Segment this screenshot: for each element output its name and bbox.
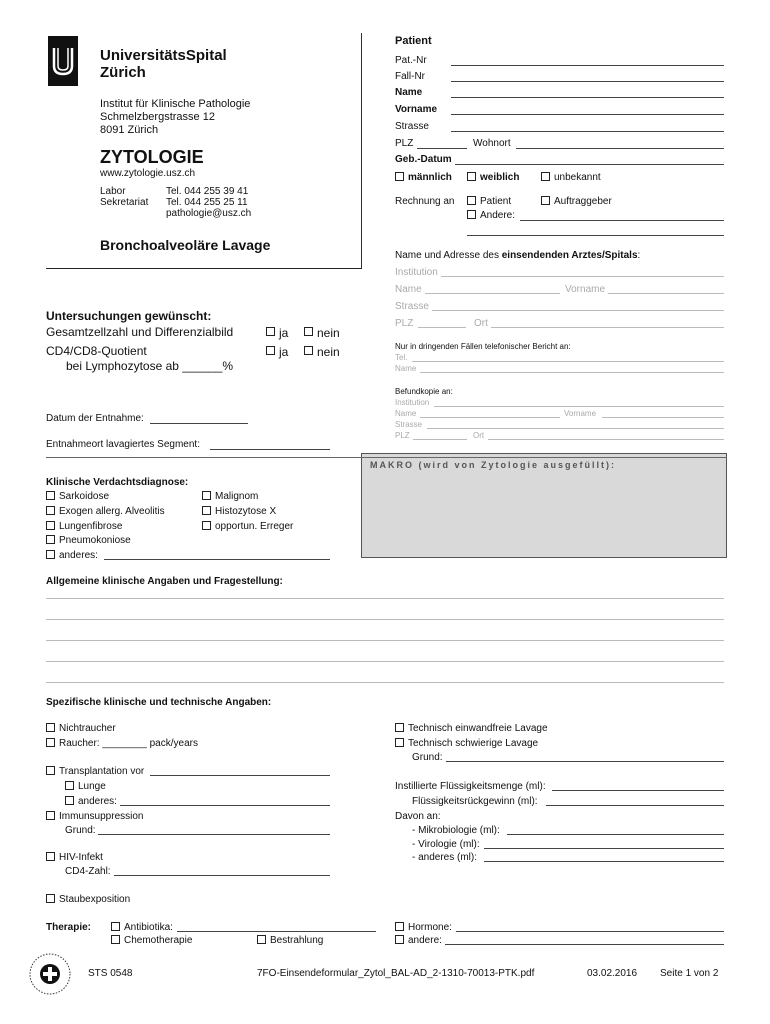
sender-strasse-label: Strasse	[395, 301, 429, 312]
email: pathologie@usz.ch	[166, 208, 252, 219]
checkbox-icon[interactable]	[202, 521, 211, 530]
exam-row-1: Gesamtzellzahl und Differenzialbild	[46, 325, 234, 339]
general-line-4[interactable]	[46, 661, 724, 662]
geb-datum-field[interactable]	[455, 164, 724, 165]
datum-label: Datum der Entnahme:	[46, 413, 144, 424]
plz-label: PLZ	[395, 138, 414, 149]
lunge-option[interactable]: Lunge	[65, 781, 106, 792]
instilled-label: Instillierte Flüssigkeitsmenge (ml):	[395, 781, 546, 792]
checkbox-icon[interactable]	[202, 491, 211, 500]
patient-heading: Patient	[395, 35, 432, 47]
entnahmeort-field[interactable]	[210, 449, 330, 450]
institute-city: 8091 Zürich	[100, 124, 159, 136]
labor-label: Labor	[100, 186, 126, 197]
sex-unknown-option[interactable]: unbekannt	[541, 172, 601, 183]
checkbox-icon[interactable]	[467, 172, 476, 181]
copy-ort-label: Ort	[473, 431, 485, 440]
sender-ort-field[interactable]	[491, 327, 724, 328]
institute-street: Schmelzbergstrasse 12	[100, 111, 215, 123]
tech-grund-label: Grund:	[412, 752, 443, 763]
exams-heading: Untersuchungen gewünscht:	[46, 309, 212, 323]
checkbox-icon[interactable]	[65, 781, 74, 790]
antibiotika-field[interactable]	[177, 931, 376, 932]
checkbox-icon[interactable]	[304, 346, 313, 355]
copy-ort-field[interactable]	[488, 439, 724, 440]
checkbox-icon[interactable]	[111, 935, 120, 944]
viro-label: - Virologie (ml):	[412, 839, 480, 850]
copy-plz-label: PLZ	[395, 431, 410, 440]
checkbox-icon[interactable]	[467, 196, 476, 205]
copy-plz-field[interactable]	[413, 439, 467, 440]
tech-hard-option[interactable]: Technisch schwierige Lavage	[395, 738, 538, 749]
checkbox-icon[interactable]	[395, 172, 404, 181]
sender-ort-label: Ort	[474, 318, 488, 329]
general-line-3[interactable]	[46, 640, 724, 641]
general-line-5[interactable]	[46, 682, 724, 683]
exam-row-3: bei Lymphozytose ab ______%	[66, 359, 234, 373]
sender-institution-label: Institution	[395, 267, 438, 278]
mikro-label: - Mikrobiologie (ml):	[412, 825, 500, 836]
strasse-label: Strasse	[395, 121, 429, 132]
plz-field[interactable]	[417, 148, 467, 149]
entnahmeort-label: Entnahmeort lavagiertes Segment:	[46, 439, 200, 450]
section-divider	[46, 457, 727, 458]
recovered-field[interactable]	[546, 805, 724, 806]
diag-anderes-field[interactable]	[104, 559, 330, 560]
hormone-field[interactable]	[456, 931, 724, 932]
diag-anderes[interactable]: anderes:	[46, 550, 98, 561]
rechnung-label: Rechnung an	[395, 196, 455, 207]
form-title: Bronchoalveoläre Lavage	[100, 237, 271, 253]
general-line-1[interactable]	[46, 598, 724, 599]
diagnosis-heading: Klinische Verdachtsdiagnose:	[46, 477, 189, 488]
urgent-note: Nur in dringenden Fällen telefonischer Bericht an:	[395, 342, 571, 351]
checkbox-icon[interactable]	[46, 521, 55, 530]
transplant-option[interactable]: Transplantation vor	[46, 766, 144, 777]
vorname-field[interactable]	[451, 114, 724, 115]
dept-title: ZYTOLOGIE	[100, 147, 204, 167]
checkbox-icon[interactable]	[46, 550, 55, 559]
wohnort-label: Wohnort	[473, 138, 511, 149]
copy-strasse-field[interactable]	[427, 428, 724, 429]
bill-andere-option[interactable]: Andere:	[467, 210, 515, 221]
vertical-divider	[361, 33, 362, 268]
checkbox-icon[interactable]	[46, 506, 55, 515]
copy-vorname-field[interactable]	[602, 417, 724, 418]
name-field[interactable]	[451, 97, 724, 98]
instilled-field[interactable]	[552, 790, 724, 791]
checkbox-icon[interactable]	[46, 491, 55, 500]
checkbox-icon[interactable]	[111, 922, 120, 931]
checkbox-icon[interactable]	[46, 535, 55, 544]
diag-histozytose[interactable]: Histozytose X	[202, 506, 276, 517]
diag-sarkoidose[interactable]: Sarkoidose	[46, 491, 109, 502]
sender-strasse-field[interactable]	[432, 310, 724, 311]
davon-label: Davon an:	[395, 811, 441, 822]
macro-heading: MAKRO (wird von Zytologie ausgefüllt):	[370, 460, 616, 470]
transplant-anderes-option[interactable]: anderes:	[65, 796, 117, 807]
strasse-field[interactable]	[451, 131, 724, 132]
antibiotika-option[interactable]: Antibiotika:	[111, 922, 173, 933]
sender-name-label: Name	[395, 284, 422, 295]
footer-filename: 7FO-Einsendeformular_Zytol_BAL-AD_2-1310-70013-PTK.pdf	[257, 968, 535, 979]
urgent-name-label: Name	[395, 364, 417, 373]
checkbox-icon[interactable]	[395, 723, 404, 732]
exam-1-nein[interactable]: nein	[304, 325, 340, 340]
copy-institution-field[interactable]	[434, 406, 724, 407]
website: www.zytologie.usz.ch	[100, 168, 196, 179]
checkbox-icon[interactable]	[467, 210, 476, 219]
recovered-label: Flüssigkeitsrückgewinn (ml):	[412, 796, 538, 807]
staub-option[interactable]: Staubexposition	[46, 894, 130, 905]
diag-malignom[interactable]: Malignom	[202, 491, 258, 502]
general-heading: Allgemeine klinische Angaben und Fragestellung:	[46, 576, 283, 587]
diag-pneumokoniose[interactable]: Pneumokoniose	[46, 535, 131, 546]
header-divider	[46, 268, 362, 269]
urgent-name-field[interactable]	[420, 372, 724, 373]
sex-female-option[interactable]: weiblich	[467, 172, 519, 183]
accreditation-seal-icon	[28, 952, 72, 996]
copy-name-label: Name	[395, 409, 417, 418]
checkbox-icon[interactable]	[395, 738, 404, 747]
hiv-option[interactable]: HIV-Infekt	[46, 852, 103, 863]
exam-1-ja[interactable]: ja	[266, 325, 288, 340]
tech-ok-option[interactable]: Technisch einwandfreie Lavage	[395, 723, 548, 734]
institute-name: Institut für Klinische Pathologie	[100, 98, 251, 110]
sekretariat-label: Sekretariat	[100, 197, 149, 208]
urgent-tel-field[interactable]	[412, 361, 724, 362]
copy-institution-label: Institution	[395, 398, 430, 407]
wohnort-field[interactable]	[516, 148, 724, 149]
footer-sts: STS 0548	[88, 968, 133, 979]
copy-vorname-label: Vorname	[564, 409, 597, 418]
checkbox-icon[interactable]	[541, 196, 550, 205]
sender-name-field[interactable]	[425, 293, 560, 294]
tech-grund-field[interactable]	[446, 761, 724, 762]
pat-nr-field[interactable]	[451, 65, 724, 66]
sender-vorname-field[interactable]	[608, 293, 724, 294]
sender-intro: Name und Adresse des einsendenden Arztes/Spitals:	[395, 250, 641, 261]
immun-option[interactable]: Immunsuppression	[46, 811, 143, 822]
cd4-label: CD4-Zahl:	[65, 866, 111, 877]
chemo-option[interactable]: Chemotherapie	[111, 935, 192, 946]
checkbox-icon[interactable]	[395, 935, 404, 944]
strahlung-option[interactable]: Bestrahlung	[257, 935, 323, 946]
immun-grund-field[interactable]	[98, 834, 330, 835]
exam-row-2: CD4/CD8-Quotient	[46, 344, 147, 358]
hospital-name-1: UniversitätsSpital	[100, 47, 227, 64]
sender-vorname-label: Vorname	[565, 284, 606, 295]
urgent-tel-label: Tel.	[395, 353, 408, 362]
checkbox-icon[interactable]	[65, 796, 74, 805]
transplant-anderes-field[interactable]	[120, 805, 330, 806]
usz-logo	[48, 36, 78, 86]
sex-male-option[interactable]: männlich	[395, 172, 452, 183]
hormone-option[interactable]: Hormone:	[395, 922, 452, 933]
name-label: Name	[395, 87, 423, 98]
checkbox-icon[interactable]	[257, 935, 266, 944]
viro-field[interactable]	[484, 848, 724, 849]
cd4-field[interactable]	[114, 875, 330, 876]
diag-lungenfibrose[interactable]: Lungenfibrose	[46, 521, 122, 532]
footer-page: Seite 1 von 2	[660, 968, 719, 979]
labor-tel: Tel. 044 255 39 41	[166, 186, 249, 197]
therapy-andere-field[interactable]	[445, 944, 724, 945]
pat-nr-label: Pat.-Nr	[395, 55, 427, 66]
checkbox-icon[interactable]	[46, 852, 55, 861]
immun-grund-label: Grund:	[65, 825, 96, 836]
vorname-label: Vorname	[395, 104, 438, 115]
checkbox-icon[interactable]	[202, 506, 211, 515]
bill-patient-option[interactable]: Patient	[467, 196, 511, 207]
bill-andere-field[interactable]	[520, 220, 724, 221]
checkbox-icon[interactable]	[46, 766, 55, 775]
checkbox-icon[interactable]	[46, 723, 55, 732]
transplant-field[interactable]	[150, 775, 330, 776]
nichtraucher-option[interactable]: Nichtraucher	[46, 723, 116, 734]
checkbox-icon[interactable]	[46, 811, 55, 820]
geb-datum-label: Geb.-Datum	[395, 154, 452, 165]
fall-nr-field[interactable]	[451, 81, 724, 82]
diag-erreger[interactable]: opportun. Erreger	[202, 521, 293, 532]
mikro-field[interactable]	[507, 834, 724, 835]
sender-plz-label: PLZ	[395, 318, 414, 329]
specific-heading: Spezifische klinische und technische Angaben:	[46, 697, 272, 708]
checkbox-icon[interactable]	[266, 346, 275, 355]
copy-heading: Befundkopie an:	[395, 387, 453, 396]
usz-logo-icon	[48, 36, 78, 86]
footer-date: 03.02.2016	[587, 968, 638, 979]
bill-auftraggeber-option[interactable]: Auftraggeber	[541, 196, 612, 207]
checkbox-icon[interactable]	[304, 327, 313, 336]
checkbox-icon[interactable]	[46, 738, 55, 747]
bill-extra-field[interactable]	[467, 235, 724, 236]
general-line-2[interactable]	[46, 619, 724, 620]
checkbox-icon[interactable]	[266, 327, 275, 336]
sender-plz-field[interactable]	[418, 327, 466, 328]
diag-alveolitis[interactable]: Exogen allerg. Alveolitis	[46, 506, 165, 517]
sekretariat-tel: Tel. 044 255 25 11	[166, 197, 248, 208]
sender-institution-field[interactable]	[441, 276, 724, 277]
hospital-name-2: Zürich	[100, 64, 146, 81]
exam-2-ja[interactable]: ja	[266, 344, 288, 359]
checkbox-icon[interactable]	[395, 922, 404, 931]
raucher-option[interactable]: Raucher: ________ pack/years	[46, 738, 198, 749]
anderes-ml-label: - anderes (ml):	[412, 852, 478, 863]
checkbox-icon[interactable]	[541, 172, 550, 181]
exam-2-nein[interactable]: nein	[304, 344, 340, 359]
therapy-label: Therapie:	[46, 922, 92, 933]
checkbox-icon[interactable]	[46, 894, 55, 903]
therapy-andere-option[interactable]: andere:	[395, 935, 442, 946]
anderes-ml-field[interactable]	[484, 861, 724, 862]
fall-nr-label: Fall-Nr	[395, 71, 425, 82]
copy-name-field[interactable]	[420, 417, 560, 418]
copy-strasse-label: Strasse	[395, 420, 423, 429]
datum-field[interactable]	[150, 423, 248, 424]
